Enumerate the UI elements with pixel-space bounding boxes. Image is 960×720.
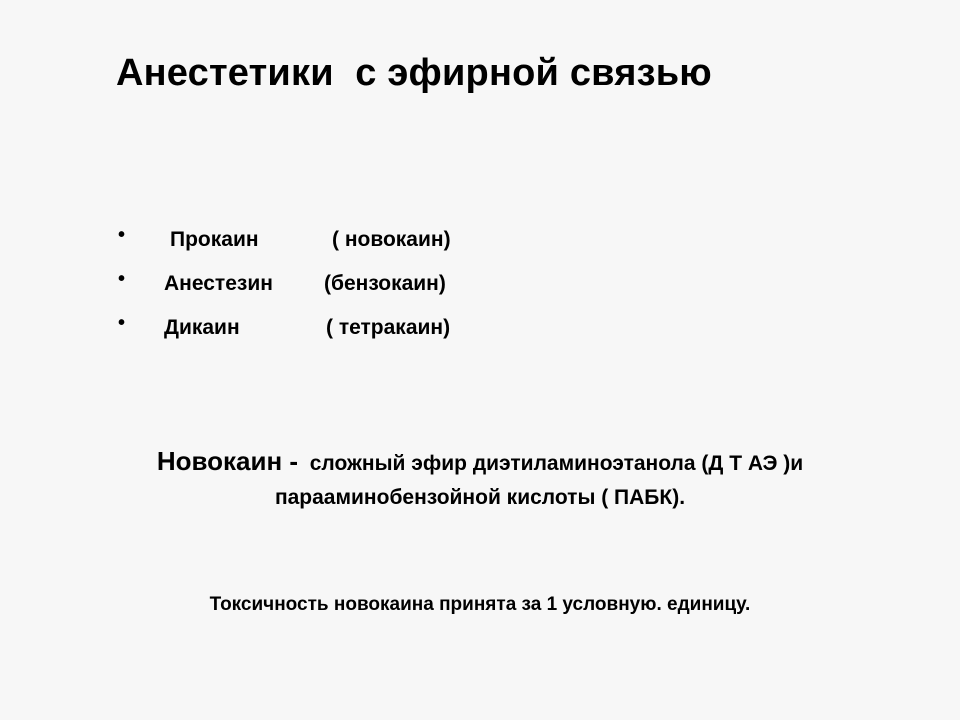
slide-title: Анестетики с эфирной связью xyxy=(116,52,712,94)
drug-name: Прокаин xyxy=(170,228,259,251)
bullet-icon: • xyxy=(118,224,126,246)
definition-block xyxy=(0,444,960,515)
definition-term: Новокаин - xyxy=(156,446,299,476)
bullet-icon: • xyxy=(118,312,126,334)
definition-text: сложный эфир диэтиламиноэтанола (Д Т АЭ )и xyxy=(298,452,804,475)
definition-line-2: парааминобензойной кислоты ( ПАБК). xyxy=(274,486,686,509)
definition-line-1 xyxy=(0,444,960,481)
drug-alt-name: ( тетракаин) xyxy=(326,316,451,339)
toxicity-note: Токсичность новокаина принята за 1 условную. единицу. xyxy=(209,594,751,615)
drug-alt-name: (бензокаин) xyxy=(324,272,446,295)
bullet-icon: • xyxy=(118,268,126,290)
drug-alt-name: ( новокаин) xyxy=(332,228,451,251)
drug-name: Анестезин xyxy=(164,272,273,295)
drug-name: Дикаин xyxy=(164,316,240,339)
